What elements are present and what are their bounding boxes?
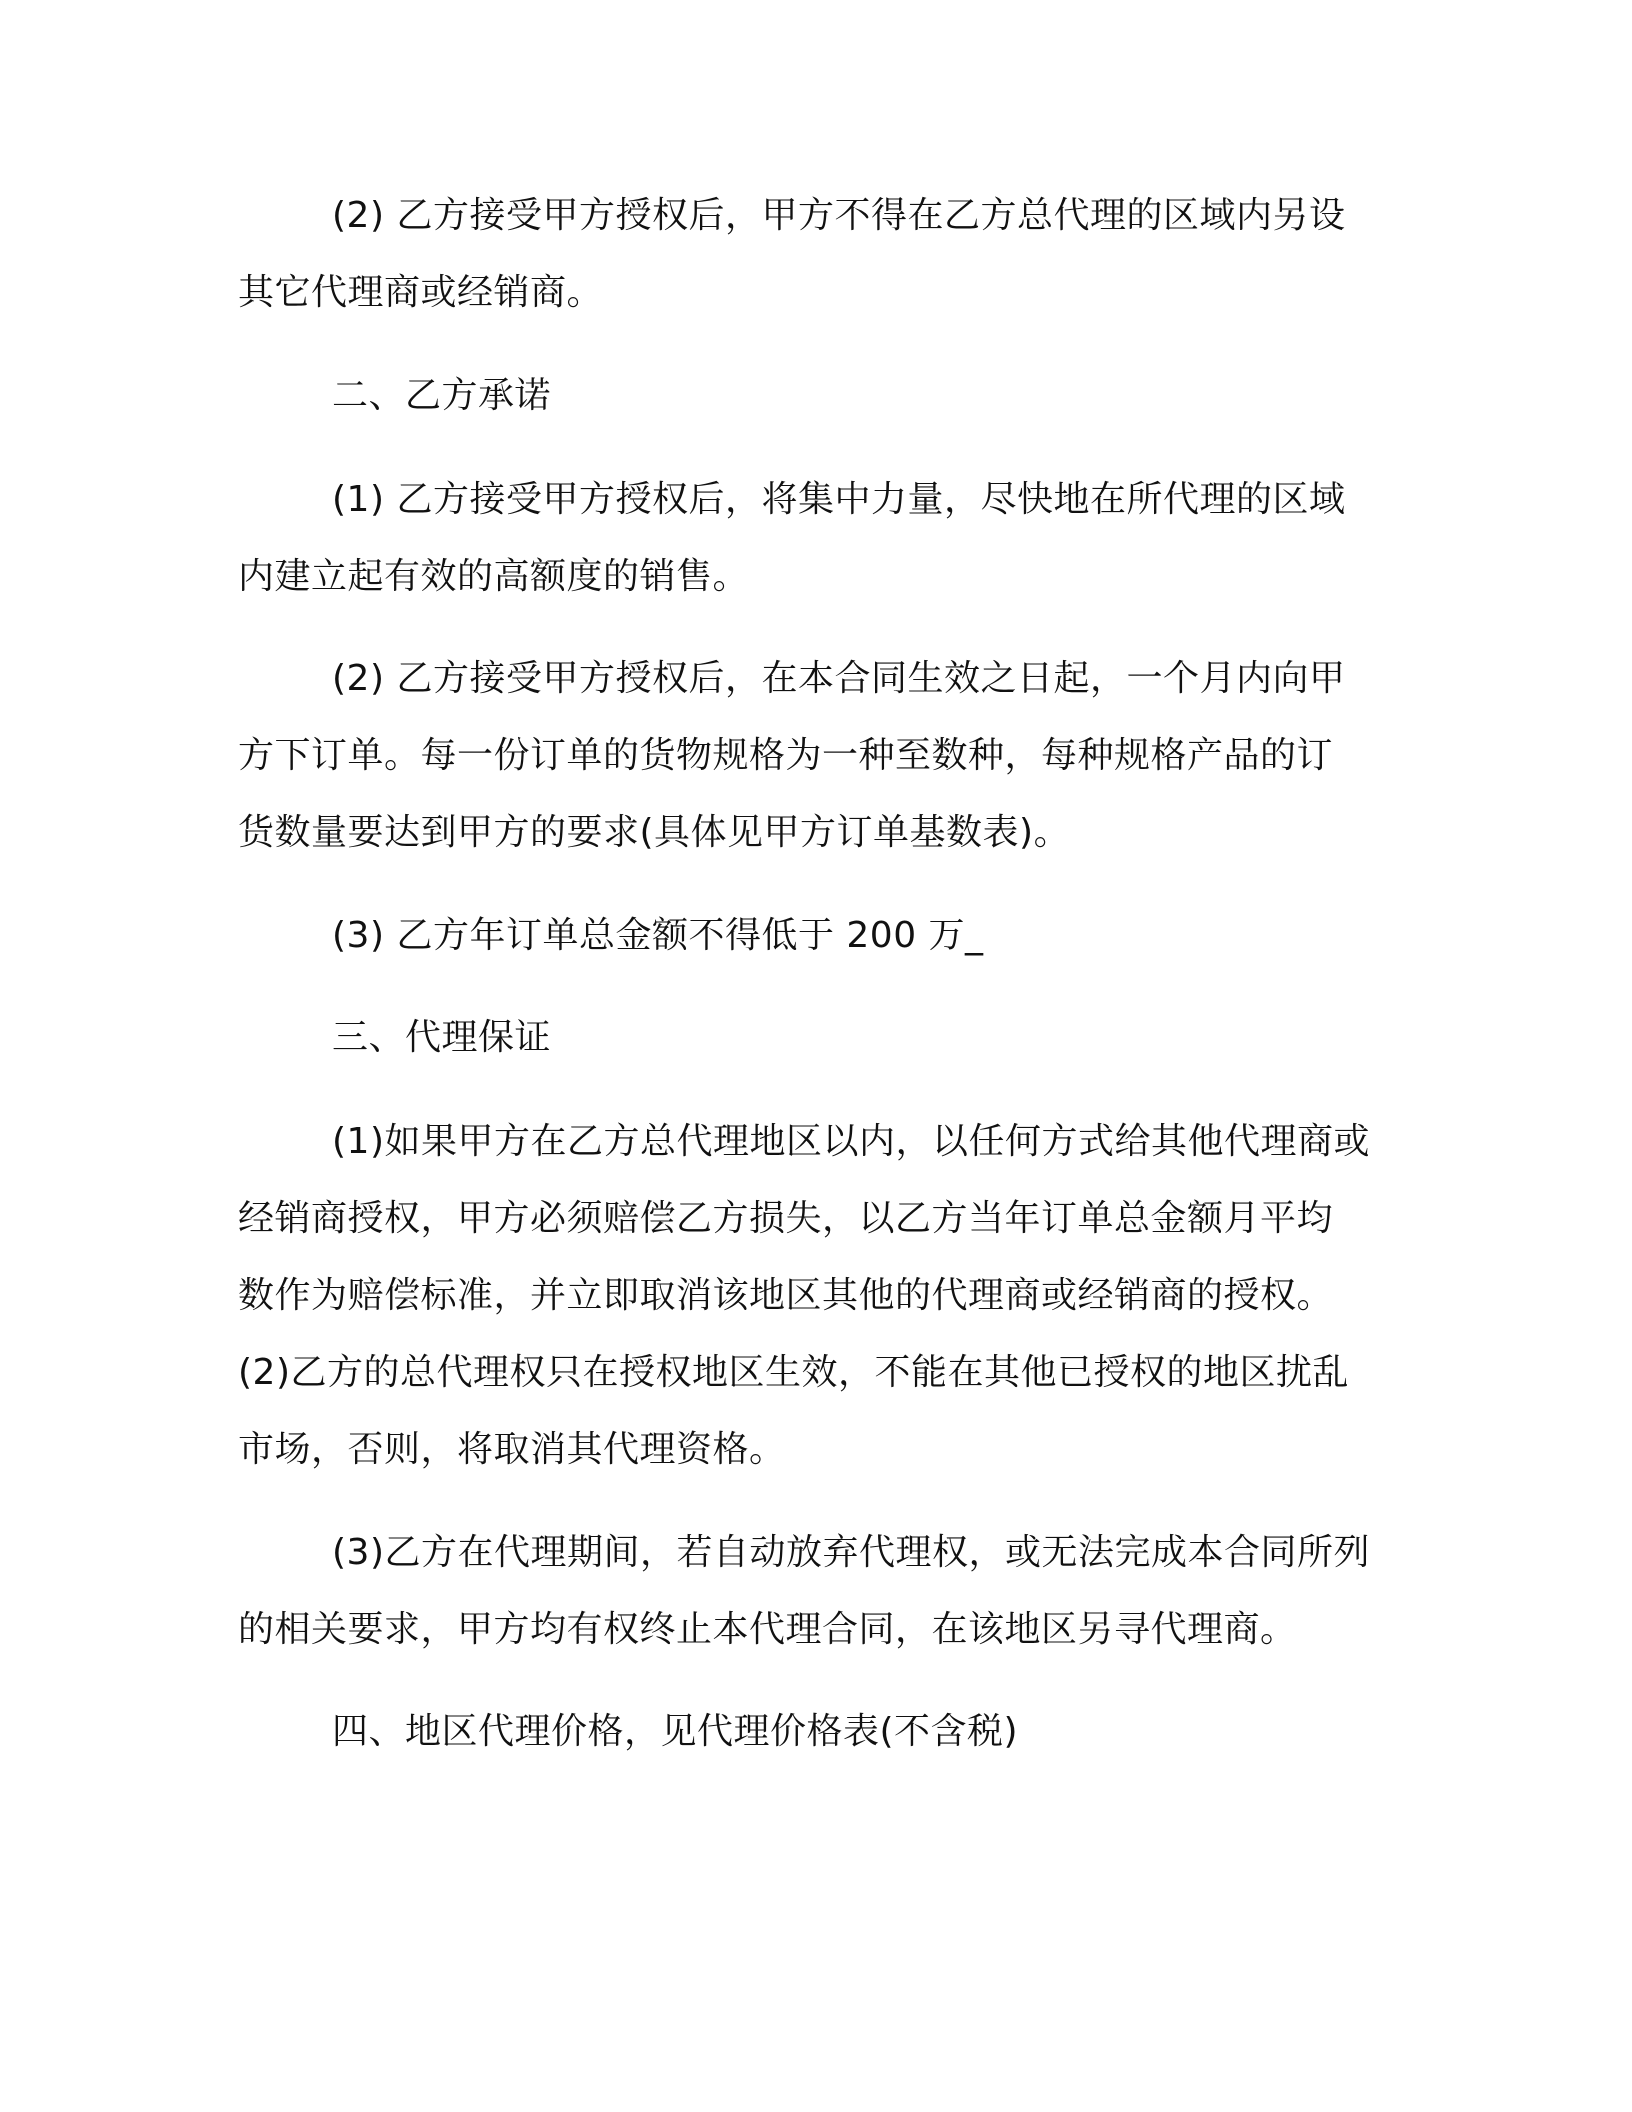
paragraph-line: 内建立起有效的高额度的销售。	[238, 556, 750, 597]
paragraph-line: (3)乙方在代理期间，若自动放弃代理权，或无法完成本合同所列	[332, 1532, 1370, 1573]
paragraph-line: 方下订单。每一份订单的货物规格为一种至数种，每种规格产品的订	[238, 735, 1334, 776]
paragraph-line: 市场，否则，将取消其代理资格。	[238, 1429, 786, 1470]
section-heading: 四、地区代理价格，见代理价格表(不含税)	[332, 1711, 1019, 1752]
paragraph-line: (2)乙方的总代理权只在授权地区生效，不能在其他已授权的地区扰乱	[238, 1352, 1349, 1393]
section-heading: 二、乙方承诺	[332, 375, 552, 416]
paragraph-line: (3) 乙方年订单总金额不得低于 200 万_	[332, 915, 984, 956]
paragraph-line: 其它代理商或经销商。	[238, 272, 604, 313]
paragraph-line: 货数量要达到甲方的要求(具体见甲方订单基数表)。	[238, 812, 1071, 853]
paragraph-line: (2) 乙方接受甲方授权后，甲方不得在乙方总代理的区域内另设	[332, 195, 1346, 236]
section-heading: 三、代理保证	[332, 1017, 552, 1058]
paragraph-line: (1)如果甲方在乙方总代理地区以内，以任何方式给其他代理商或	[332, 1121, 1370, 1162]
paragraph-line: (2) 乙方接受甲方授权后，在本合同生效之日起，一个月内向甲	[332, 658, 1346, 699]
paragraph-line: 的相关要求，甲方均有权终止本代理合同，在该地区另寻代理商。	[238, 1609, 1297, 1650]
paragraph-line: 数作为赔偿标准，并立即取消该地区其他的代理商或经销商的授权。	[238, 1275, 1334, 1316]
paragraph-line: (1) 乙方接受甲方授权后，将集中力量，尽快地在所代理的区域	[332, 479, 1346, 520]
paragraph-line: 经销商授权，甲方必须赔偿乙方损失，以乙方当年订单总金额月平均	[238, 1198, 1334, 1239]
